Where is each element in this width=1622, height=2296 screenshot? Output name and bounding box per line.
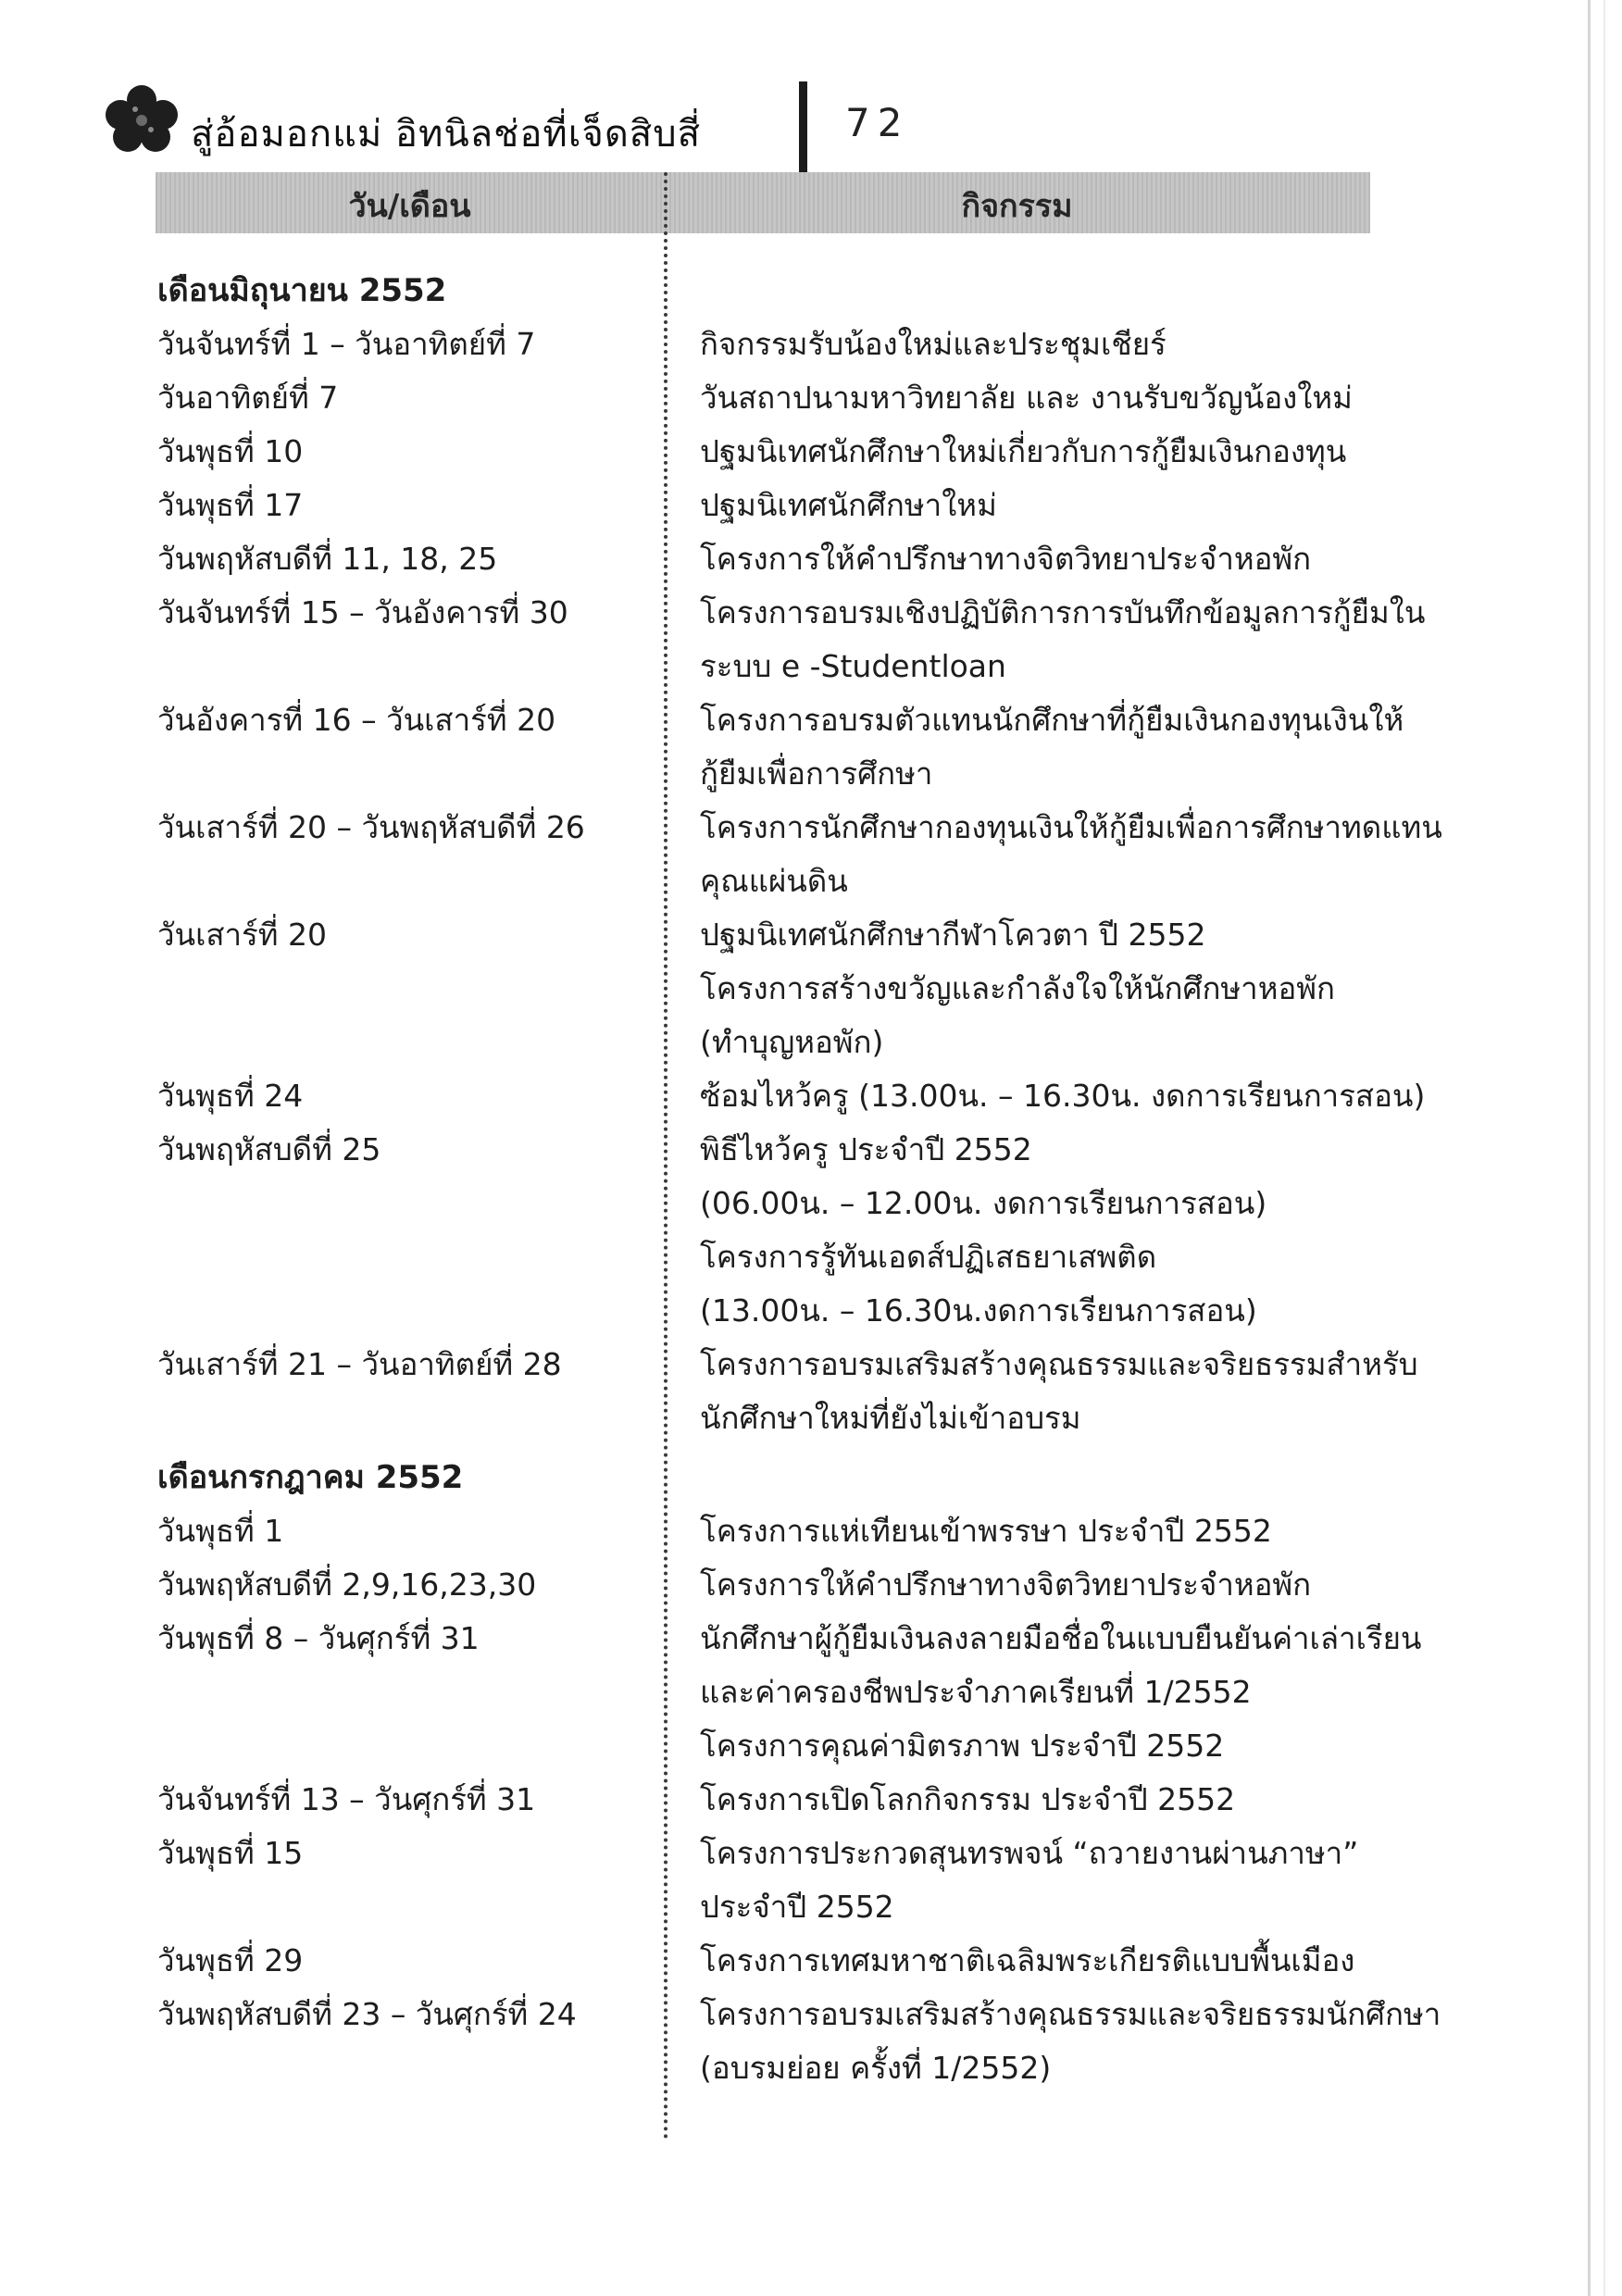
row-date: วันพุธที่ 29 [157,1942,304,1978]
row-activity: (ทำบุญหอพัก) [700,1024,884,1060]
column-header-date: วัน/เดือน [348,188,471,225]
row-activity: คุณแผ่นดิน [700,863,848,899]
row-activity: โครงการให้คำปรึกษาทางจิตวิทยาประจำหอพัก [700,541,1312,577]
scan-edge [1588,0,1591,2296]
row-activity: โครงการรู้ทันเอดส์ปฏิเสธยาเสพติด [700,1239,1157,1275]
row-activity: ปฐมนิเทศนักศึกษากีฬาโควตา ปี 2552 [700,917,1206,953]
row-activity: โครงการอบรมเสริมสร้างคุณธรรมและจริยธรรมสำหรับ [700,1346,1418,1382]
row-date: วันเสาร์ที่ 20 – วันพฤหัสบดีที่ 26 [157,809,585,845]
row-activity: กู้ยืมเพื่อการศึกษา [700,755,933,792]
table-header [156,172,1370,233]
row-activity: โครงการคุณค่ามิตรภาพ ประจำปี 2552 [700,1728,1225,1764]
column-divider [664,172,668,2140]
row-activity: ปฐมนิเทศนักศึกษาใหม่เกี่ยวกับการกู้ยืมเงินกองทุน [700,433,1347,469]
scan-edge [1603,0,1605,2296]
row-date: วันพุธที่ 15 [157,1835,304,1871]
row-date: วันอังคารที่ 16 – วันเสาร์ที่ 20 [157,702,556,738]
row-date: วันพฤหัสบดีที่ 2,9,16,23,30 [157,1566,537,1603]
row-activity: (อบรมย่อย ครั้งที่ 1/2552) [700,2050,1052,2086]
column-header-activity: กิจกรรม [961,188,1073,225]
month-heading: เดือนมิถุนายน 2552 [157,272,447,309]
row-date: วันจันทร์ที่ 15 – วันอังคารที่ 30 [157,594,568,630]
row-date: วันพฤหัสบดีที่ 11, 18, 25 [157,541,498,577]
row-activity: โครงการนักศึกษากองทุนเงินให้กู้ยืมเพื่อการศึกษาทดแทน [700,809,1442,845]
row-activity: กิจกรรมรับน้องใหม่และประชุมเชียร์ [700,326,1167,362]
row-activity: ซ้อมไหว้ครู (13.00น. – 16.30น. งดการเรียนการสอน) [700,1078,1426,1114]
row-activity: ระบบ e -Studentloan [700,648,1006,684]
row-date: วันพุธที่ 17 [157,487,304,523]
row-date: วันอาทิตย์ที่ 7 [157,380,339,416]
row-activity: โครงการอบรมเชิงปฏิบัติการการบันทึกข้อมูลการกู้ยืมใน [700,594,1426,630]
row-date: วันพฤหัสบดีที่ 25 [157,1131,381,1167]
book-title: สู่อ้อมอกแม่ อิทนิลช่อที่เจ็ดสิบสี่ [191,113,702,156]
row-activity: โครงการให้คำปรึกษาทางจิตวิทยาประจำหอพัก [700,1566,1312,1603]
row-date: วันพุธที่ 8 – วันศุกร์ที่ 31 [157,1620,480,1656]
row-activity: พิธีไหว้ครู ประจำปี 2552 [700,1131,1032,1167]
flower-icon [100,81,183,156]
row-date: วันพุธที่ 10 [157,433,304,469]
page-number: 72 [845,100,910,145]
row-activity: ประจำปี 2552 [700,1889,894,1925]
row-date: วันจันทร์ที่ 1 – วันอาทิตย์ที่ 7 [157,326,536,362]
row-activity: ปฐมนิเทศนักศึกษาใหม่ [700,487,997,523]
row-date: วันพุธที่ 1 [157,1513,284,1549]
row-date: วันพฤหัสบดีที่ 23 – วันศุกร์ที่ 24 [157,1996,577,2032]
row-activity: (13.00น. – 16.30น.งดการเรียนการสอน) [700,1292,1257,1329]
row-activity: วันสถาปนามหาวิทยาลัย และ งานรับขวัญน้องใหม่ [700,380,1353,416]
row-activity: โครงการแห่เทียนเข้าพรรษา ประจำปี 2552 [700,1513,1272,1549]
row-activity: โครงการประกวดสุนทรพจน์ “ถวายงานผ่านภาษา” [700,1835,1359,1871]
row-activity: และค่าครองชีพประจำภาคเรียนที่ 1/2552 [700,1674,1252,1710]
row-date: วันจันทร์ที่ 13 – วันศุกร์ที่ 31 [157,1781,536,1817]
row-activity: โครงการเปิดโลกกิจกรรม ประจำปี 2552 [700,1781,1236,1817]
row-activity: โครงการเทศมหาชาติเฉลิมพระเกียรติแบบพื้นเมือง [700,1942,1355,1978]
row-activity: (06.00น. – 12.00น. งดการเรียนการสอน) [700,1185,1267,1221]
row-activity: โครงการอบรมตัวแทนนักศึกษาที่กู้ยืมเงินกองทุนเงินให้ [700,702,1404,738]
row-activity: นักศึกษาผู้กู้ยืมเงินลงลายมือชื่อในแบบยืนยันค่าเล่าเรียน [700,1620,1422,1656]
month-heading: เดือนกรกฎาคม 2552 [157,1459,464,1496]
row-date: วันเสาร์ที่ 20 [157,917,327,953]
row-activity: โครงการอบรมเสริมสร้างคุณธรรมและจริยธรรมนักศึกษา [700,1996,1441,2032]
row-activity: นักศึกษาใหม่ที่ยังไม่เข้าอบรม [700,1400,1081,1436]
row-date: วันพุธที่ 24 [157,1078,304,1114]
row-date: วันเสาร์ที่ 21 – วันอาทิตย์ที่ 28 [157,1346,562,1382]
page-header [100,72,1442,174]
row-activity: โครงการสร้างขวัญและกำลังใจให้นักศึกษาหอพัก [700,970,1336,1006]
